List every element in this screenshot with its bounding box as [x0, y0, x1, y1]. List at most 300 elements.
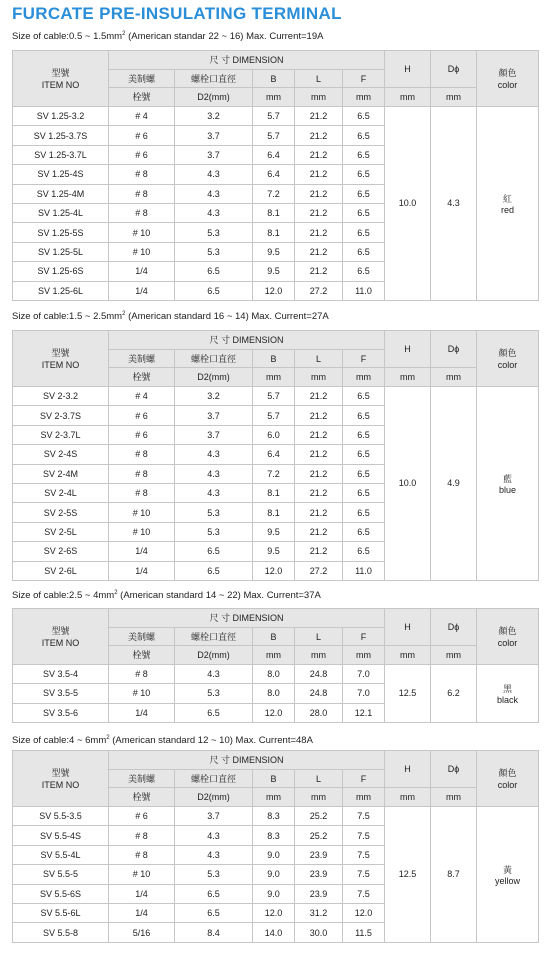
d2-cell: 3.7 [175, 425, 253, 444]
screw-size-cell: # 4 [109, 387, 175, 406]
item-no-cell: SV 1.25-6L [13, 281, 109, 300]
d2-header-en: D2(mm) [175, 646, 253, 665]
d2-cell: 6.5 [175, 884, 253, 903]
color-value-en: yellow [495, 875, 521, 886]
h-header: H [385, 609, 431, 646]
b-header: B [253, 70, 295, 88]
header-row [13, 609, 539, 628]
color-value-en: blue [499, 484, 517, 495]
table-row [13, 807, 539, 826]
caption-superscript: 2 [106, 735, 110, 741]
b-unit: mm [253, 368, 295, 387]
b-cell: 5.7 [253, 107, 295, 126]
f-cell: 7.0 [343, 665, 385, 684]
item-no-cell: SV 5.5-3.5 [13, 807, 109, 826]
b-cell: 8.1 [253, 203, 295, 222]
spec-section [12, 608, 538, 723]
d2-header-zh: 螺栓口直徑 [175, 628, 253, 646]
b-unit: mm [253, 646, 295, 665]
color-value-en: red [501, 204, 515, 215]
b-header: B [253, 770, 295, 788]
caption-text: Size of cable:0.5 ~ 1.5mm [12, 31, 123, 43]
item-no-header-zh: 型號 [51, 625, 70, 636]
b-cell: 7.2 [253, 184, 295, 203]
item-no-cell: SV 1.25-4M [13, 184, 109, 203]
b-cell: 12.0 [253, 561, 295, 580]
f-cell: 6.5 [343, 184, 385, 203]
item-no-header [13, 751, 109, 807]
b-cell: 6.0 [253, 425, 295, 444]
h-unit: mm [385, 646, 431, 665]
spec-table [12, 608, 539, 723]
d2-cell: 4.3 [175, 483, 253, 502]
l-cell: 30.0 [295, 923, 343, 942]
l-cell: 25.2 [295, 807, 343, 826]
dphi-header: Dϕ [431, 751, 477, 788]
spec-table [12, 50, 539, 301]
d2-cell: 4.3 [175, 203, 253, 222]
l-cell: 21.2 [295, 522, 343, 541]
b-unit: mm [253, 88, 295, 107]
screw-size-cell: 1/4 [109, 561, 175, 580]
d2-cell: 5.3 [175, 503, 253, 522]
b-cell: 9.5 [253, 262, 295, 281]
l-header: L [295, 350, 343, 368]
screw-size-cell: # 10 [109, 684, 175, 703]
l-cell: 27.2 [295, 561, 343, 580]
dphi-value: 4.9 [431, 387, 477, 581]
d2-cell: 4.3 [175, 165, 253, 184]
l-cell: 21.2 [295, 242, 343, 261]
h-unit: mm [385, 368, 431, 387]
color-value-en: black [497, 694, 519, 705]
b-cell: 8.1 [253, 223, 295, 242]
l-cell: 23.9 [295, 865, 343, 884]
f-cell: 6.5 [343, 203, 385, 222]
b-cell: 7.2 [253, 464, 295, 483]
f-cell: 6.5 [343, 522, 385, 541]
l-cell: 21.2 [295, 542, 343, 561]
screw-size-cell: # 10 [109, 865, 175, 884]
f-header: F [343, 770, 385, 788]
item-no-header-en: ITEM NO [41, 637, 80, 648]
h-header: H [385, 331, 431, 368]
color-value [477, 807, 539, 943]
item-no-cell: SV 5.5-6S [13, 884, 109, 903]
d2-cell: 3.2 [175, 107, 253, 126]
dimension-header: 尺 寸 DIMENSION [109, 609, 385, 628]
color-value-zh: 黑 [503, 683, 513, 694]
d2-header-zh: 螺栓口直徑 [175, 770, 253, 788]
b-cell: 12.0 [253, 903, 295, 922]
l-cell: 21.2 [295, 406, 343, 425]
color-value-zh: 藍 [503, 473, 513, 484]
h-header: H [385, 751, 431, 788]
item-no-header [13, 331, 109, 387]
b-cell: 14.0 [253, 923, 295, 942]
f-cell: 6.5 [343, 165, 385, 184]
screw-size-cell: 1/4 [109, 281, 175, 300]
f-cell: 6.5 [343, 483, 385, 502]
color-header [477, 331, 539, 387]
dimension-header: 尺 寸 DIMENSION [109, 751, 385, 770]
h-unit: mm [385, 788, 431, 807]
h-value: 10.0 [385, 107, 431, 301]
dphi-unit: mm [431, 368, 477, 387]
l-cell: 21.2 [295, 464, 343, 483]
screw-size-cell: # 8 [109, 464, 175, 483]
item-no-cell: SV 1.25-6S [13, 262, 109, 281]
table-row [13, 387, 539, 406]
color-header-zh: 顏色 [498, 767, 517, 778]
d2-cell: 3.2 [175, 387, 253, 406]
item-no-cell: SV 5.5-4L [13, 845, 109, 864]
d2-header-en: D2(mm) [175, 788, 253, 807]
screw-size-cell: # 10 [109, 242, 175, 261]
cable-size-caption [12, 31, 323, 42]
screw-size-cell: 1/4 [109, 903, 175, 922]
f-cell: 6.5 [343, 126, 385, 145]
d2-cell: 6.5 [175, 561, 253, 580]
item-no-cell: SV 1.25-3.7S [13, 126, 109, 145]
item-no-cell: SV 2-6L [13, 561, 109, 580]
l-cell: 27.2 [295, 281, 343, 300]
b-cell: 9.0 [253, 884, 295, 903]
f-cell: 12.0 [343, 903, 385, 922]
screw-header-zh-2: 栓號 [109, 88, 175, 107]
l-cell: 21.2 [295, 165, 343, 184]
screw-size-cell: # 6 [109, 126, 175, 145]
l-cell: 21.2 [295, 483, 343, 502]
l-cell: 24.8 [295, 665, 343, 684]
color-header [477, 51, 539, 107]
b-cell: 9.0 [253, 845, 295, 864]
item-no-cell: SV 5.5-5 [13, 865, 109, 884]
b-cell: 5.7 [253, 387, 295, 406]
header-row [13, 51, 539, 70]
f-header: F [343, 70, 385, 88]
d2-cell: 4.3 [175, 445, 253, 464]
l-cell: 21.2 [295, 126, 343, 145]
color-header-en: color [497, 359, 518, 370]
item-no-cell: SV 2-4M [13, 464, 109, 483]
l-header: L [295, 628, 343, 646]
screw-size-cell: 5/16 [109, 923, 175, 942]
d2-header-zh: 螺栓口直徑 [175, 70, 253, 88]
dimension-header: 尺 寸 DIMENSION [109, 331, 385, 350]
dphi-header: Dϕ [431, 609, 477, 646]
item-no-header-zh: 型號 [51, 347, 70, 358]
dphi-value: 8.7 [431, 807, 477, 943]
f-header: F [343, 350, 385, 368]
spec-table [12, 750, 539, 943]
dimension-header: 尺 寸 DIMENSION [109, 51, 385, 70]
header-row [13, 331, 539, 350]
item-no-header-en: ITEM NO [41, 359, 80, 370]
f-cell: 6.5 [343, 425, 385, 444]
item-no-cell: SV 2-4L [13, 483, 109, 502]
d2-cell: 4.3 [175, 665, 253, 684]
item-no-cell: SV 1.25-3.2 [13, 107, 109, 126]
caption-text: Size of cable:4 ~ 6mm [12, 735, 107, 747]
caption-standard-current: (American standar 22 ~ 16) Max. Current=19A [125, 31, 324, 43]
screw-size-cell: # 10 [109, 223, 175, 242]
f-unit: mm [343, 646, 385, 665]
f-cell: 6.5 [343, 445, 385, 464]
h-value: 10.0 [385, 387, 431, 581]
f-cell: 7.5 [343, 845, 385, 864]
d2-cell: 4.3 [175, 464, 253, 483]
b-cell: 9.5 [253, 242, 295, 261]
screw-size-cell: # 8 [109, 165, 175, 184]
b-cell: 6.4 [253, 145, 295, 164]
f-cell: 6.5 [343, 387, 385, 406]
b-cell: 9.0 [253, 865, 295, 884]
l-cell: 21.2 [295, 262, 343, 281]
item-no-cell: SV 1.25-3.7L [13, 145, 109, 164]
item-no-cell: SV 2-3.7L [13, 425, 109, 444]
color-header-en: color [497, 779, 518, 790]
item-no-cell: SV 5.5-4S [13, 826, 109, 845]
caption-superscript: 2 [122, 311, 126, 317]
item-no-header-en: ITEM NO [41, 779, 80, 790]
b-cell: 8.1 [253, 483, 295, 502]
b-cell: 8.0 [253, 684, 295, 703]
item-no-cell: SV 2-5L [13, 522, 109, 541]
screw-size-cell: # 10 [109, 522, 175, 541]
b-header: B [253, 350, 295, 368]
d2-cell: 3.7 [175, 126, 253, 145]
spec-table [12, 330, 539, 581]
item-no-cell: SV 2-3.7S [13, 406, 109, 425]
color-value [477, 665, 539, 723]
dphi-header: Dϕ [431, 51, 477, 88]
l-cell: 21.2 [295, 445, 343, 464]
b-cell: 8.3 [253, 826, 295, 845]
b-cell: 8.0 [253, 665, 295, 684]
f-cell: 6.5 [343, 242, 385, 261]
item-no-header-zh: 型號 [51, 767, 70, 778]
l-cell: 21.2 [295, 223, 343, 242]
cable-size-caption [12, 735, 313, 746]
l-cell: 28.0 [295, 703, 343, 722]
color-header-en: color [497, 79, 518, 90]
l-cell: 21.2 [295, 387, 343, 406]
l-cell: 21.2 [295, 503, 343, 522]
d2-cell: 5.3 [175, 865, 253, 884]
screw-size-cell: # 8 [109, 483, 175, 502]
d2-cell: 6.5 [175, 903, 253, 922]
screw-header-zh-2: 栓號 [109, 646, 175, 665]
b-cell: 12.0 [253, 703, 295, 722]
color-header-zh: 顏色 [498, 67, 517, 78]
l-cell: 21.2 [295, 425, 343, 444]
d2-cell: 6.5 [175, 703, 253, 722]
f-cell: 11.5 [343, 923, 385, 942]
color-value [477, 387, 539, 581]
f-cell: 6.5 [343, 542, 385, 561]
spec-section [12, 750, 538, 943]
spec-section [12, 50, 538, 301]
item-no-cell: SV 3.5-6 [13, 703, 109, 722]
item-no-cell: SV 1.25-4S [13, 165, 109, 184]
dphi-unit: mm [431, 88, 477, 107]
header-row [13, 751, 539, 770]
color-header-en: color [497, 637, 518, 648]
caption-superscript: 2 [114, 590, 118, 596]
item-no-cell: SV 3.5-4 [13, 665, 109, 684]
caption-standard-current: (American standard 12 ~ 10) Max. Current=48A [109, 735, 313, 747]
caption-text: Size of cable:2.5 ~ 4mm [12, 590, 115, 602]
caption-standard-current: (American standard 16 ~ 14) Max. Current=27A [125, 311, 329, 323]
l-cell: 21.2 [295, 145, 343, 164]
color-value-zh: 紅 [503, 193, 513, 204]
d2-cell: 4.3 [175, 845, 253, 864]
h-header: H [385, 51, 431, 88]
b-cell: 5.7 [253, 406, 295, 425]
l-unit: mm [295, 646, 343, 665]
d2-cell: 6.5 [175, 281, 253, 300]
l-header: L [295, 770, 343, 788]
page-title: FURCATE PRE-INSULATING TERMINAL [12, 4, 342, 23]
screw-size-cell: # 8 [109, 845, 175, 864]
item-no-header-en: ITEM NO [41, 79, 80, 90]
spec-section [12, 330, 538, 581]
f-cell: 6.5 [343, 223, 385, 242]
f-unit: mm [343, 88, 385, 107]
cable-size-caption [12, 311, 329, 322]
screw-size-cell: # 6 [109, 406, 175, 425]
color-header [477, 609, 539, 665]
dphi-unit: mm [431, 788, 477, 807]
screw-size-cell: # 8 [109, 184, 175, 203]
l-cell: 21.2 [295, 107, 343, 126]
table-row [13, 107, 539, 126]
l-cell: 23.9 [295, 845, 343, 864]
f-unit: mm [343, 788, 385, 807]
item-no-cell: SV 1.25-4L [13, 203, 109, 222]
item-no-cell: SV 1.25-5L [13, 242, 109, 261]
f-cell: 11.0 [343, 561, 385, 580]
b-cell: 5.7 [253, 126, 295, 145]
d2-cell: 4.3 [175, 184, 253, 203]
l-header: L [295, 70, 343, 88]
b-cell: 8.1 [253, 503, 295, 522]
d2-cell: 6.5 [175, 262, 253, 281]
screw-header-zh-2: 栓號 [109, 788, 175, 807]
dphi-value: 6.2 [431, 665, 477, 723]
b-cell: 12.0 [253, 281, 295, 300]
d2-cell: 6.5 [175, 542, 253, 561]
d2-cell: 8.4 [175, 923, 253, 942]
d2-header-en: D2(mm) [175, 88, 253, 107]
screw-size-cell: # 8 [109, 826, 175, 845]
screw-header-zh-1: 美制螺 [109, 350, 175, 368]
d2-cell: 3.7 [175, 145, 253, 164]
screw-size-cell: # 10 [109, 503, 175, 522]
h-unit: mm [385, 88, 431, 107]
d2-cell: 5.3 [175, 242, 253, 261]
l-unit: mm [295, 368, 343, 387]
b-cell: 9.5 [253, 522, 295, 541]
screw-size-cell: 1/4 [109, 262, 175, 281]
f-cell: 7.5 [343, 884, 385, 903]
b-cell: 9.5 [253, 542, 295, 561]
l-cell: 31.2 [295, 903, 343, 922]
d2-header-zh: 螺栓口直徑 [175, 350, 253, 368]
screw-size-cell: 1/4 [109, 542, 175, 561]
screw-header-zh-2: 栓號 [109, 368, 175, 387]
f-unit: mm [343, 368, 385, 387]
f-cell: 6.5 [343, 406, 385, 425]
item-no-cell: SV 3.5-5 [13, 684, 109, 703]
d2-cell: 5.3 [175, 223, 253, 242]
f-cell: 7.0 [343, 684, 385, 703]
h-value: 12.5 [385, 807, 431, 943]
f-cell: 11.0 [343, 281, 385, 300]
caption-text: Size of cable:1.5 ~ 2.5mm [12, 311, 123, 323]
d2-cell: 3.7 [175, 406, 253, 425]
screw-header-zh-1: 美制螺 [109, 70, 175, 88]
l-cell: 24.8 [295, 684, 343, 703]
f-header: F [343, 628, 385, 646]
f-cell: 6.5 [343, 107, 385, 126]
color-value-zh: 黃 [503, 864, 513, 875]
d2-cell: 3.7 [175, 807, 253, 826]
color-value [477, 107, 539, 301]
item-no-cell: SV 5.5-6L [13, 903, 109, 922]
l-cell: 21.2 [295, 184, 343, 203]
screw-size-cell: # 8 [109, 445, 175, 464]
item-no-cell: SV 1.25-5S [13, 223, 109, 242]
f-cell: 6.5 [343, 262, 385, 281]
d2-cell: 5.3 [175, 522, 253, 541]
screw-header-zh-1: 美制螺 [109, 628, 175, 646]
item-no-header [13, 609, 109, 665]
screw-size-cell: # 6 [109, 145, 175, 164]
item-no-cell: SV 5.5-8 [13, 923, 109, 942]
dphi-value: 4.3 [431, 107, 477, 301]
item-no-header-zh: 型號 [51, 67, 70, 78]
f-cell: 6.5 [343, 503, 385, 522]
item-no-cell: SV 2-5S [13, 503, 109, 522]
d2-cell: 5.3 [175, 684, 253, 703]
table-row [13, 665, 539, 684]
item-no-cell: SV 2-4S [13, 445, 109, 464]
f-cell: 7.5 [343, 807, 385, 826]
dphi-header: Dϕ [431, 331, 477, 368]
item-no-cell: SV 2-6S [13, 542, 109, 561]
caption-superscript: 2 [122, 31, 126, 37]
l-cell: 21.2 [295, 203, 343, 222]
color-header [477, 751, 539, 807]
b-header: B [253, 628, 295, 646]
cable-size-caption [12, 590, 321, 601]
b-cell: 6.4 [253, 165, 295, 184]
f-cell: 6.5 [343, 145, 385, 164]
item-no-header [13, 51, 109, 107]
screw-header-zh-1: 美制螺 [109, 770, 175, 788]
screw-size-cell: 1/4 [109, 703, 175, 722]
screw-size-cell: # 8 [109, 665, 175, 684]
f-cell: 7.5 [343, 865, 385, 884]
dphi-unit: mm [431, 646, 477, 665]
l-cell: 25.2 [295, 826, 343, 845]
screw-size-cell: # 6 [109, 807, 175, 826]
l-unit: mm [295, 88, 343, 107]
d2-header-en: D2(mm) [175, 368, 253, 387]
screw-size-cell: 1/4 [109, 884, 175, 903]
